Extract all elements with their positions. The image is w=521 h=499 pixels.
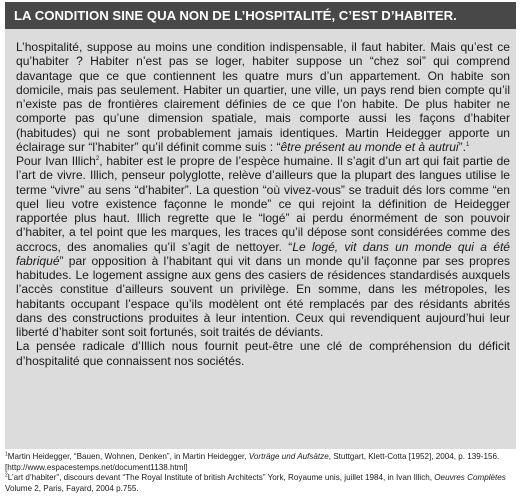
paragraph-2-quote: Le logé, vit dans un monde qui a été fabriqué (16, 239, 510, 268)
box-title: LA CONDITION SINE QUA NON DE L’HOSPITALITÉ, C’EST D’HABITER. (5, 2, 516, 29)
paragraph-1-text: L’hospitalité, suppose au moins une condition indispensable, il faut habiter. Mais qu’est ce qu’habiter ? Habiter n’est pas se loger, habiter suppose un “chez soi” qui comprend davantage que ce que contiennent les quatre murs d’un appartement. On habite son domicile, mais pas seulement. Habiter un quartier, une ville, un pays rend bien compte qu’il n’existe pas de frontières clairement définies de ce que l’on habite. De plus habiter ne comporte pas qu’une dimension spatiale, mais comporte aussi les façons d’habiter (habitudes) qui ne sont probablement jamais identiques. Martin Heidegger apporte un éclairage sur “l’habiter” qu’il définit comme suis : “ (16, 40, 510, 154)
footnote-ref-2: 2 (95, 155, 100, 162)
footnote-1-text-a: Martin Heidegger, “Bauen, Wohnen, Denken”, in Martin Heidegger, (7, 452, 249, 461)
footnote-1-title: Vorträge und Aufsätze (248, 452, 329, 461)
paragraph-2-text-a: Pour Ivan Illich (16, 154, 96, 168)
footnote-1-mark: 1 (5, 451, 8, 458)
footnotes (5, 452, 516, 494)
box-body (16, 40, 510, 368)
footnote-1-text-b: , Stuttgart, Klett-Cotta [1952], 2004, p. 139-156. [http://www.espacestemps.net/document1138.html] (5, 452, 500, 472)
footnote-ref-1: 1 (465, 141, 470, 148)
paragraph-2-text-b: , habiter est le propre de l’espèce humaine. Il s’agit d’un art qui fait partie de l’art de vivre. Illich, penseur polyglotte, relève d’ailleurs que la plupart des langues utilise le terme “vivre” au sens “d’habiter”. La question “où vivez-vous” se traduit dés lors comme “en quel lieu votre existence façonne le monde” ce qui rejoint la définition de Heidegger rapportée plus haut. Illich regrette que le “logé” ai perdu énormément de son pouvoir d’habiter, a tel point que les marques, les traces qu’il dépose sont considérées comme des accrocs, des anomalies qu’il s’agit de nettoyer. “ (16, 154, 510, 254)
footnote-2-title: Oeuvres Complètes (434, 473, 506, 482)
text-box (5, 2, 516, 449)
paragraph-2 (16, 154, 510, 339)
footnote-2-text-a: L’art d’habiter”, discours devant “The Royal Institute of british Architects” York, Royaume unis, juillet 1984, in Ivan Illich, (7, 473, 435, 482)
paragraph-1 (16, 40, 510, 154)
footnote-2-mark: 2 (5, 472, 8, 479)
paragraph-2-text-c: ” par opposition à l’habitant qui vit dans un monde qu’il façonne par ses propres habitudes. Le logement assigne aux gens des casiers de résidences standardisés auxquels l’accès constitue d’ailleurs souvent un privilège. En somme, dans les métropoles, les habitants occupant l’espace qu’ils modèlent ont été remplacés par des résidants abrités dans des constructions produites à leur intention. Ceux qui revendiquent aujourd’hui leur liberté d’habiter sont soit fortunés, soit traités de déviants. (16, 253, 510, 339)
paragraph-1-end: ”. (458, 139, 466, 154)
footnote-2 (5, 473, 516, 494)
footnote-1 (5, 452, 516, 473)
footnote-2-text-b: Volume 2, Paris, Fayard, 2004 p.755. (5, 483, 139, 493)
paragraph-3: La pensée radicale d’Illich nous fournit peut-être une clé de compréhension du déficit d’hospitalité que connaissent nos sociétés. (16, 339, 510, 368)
paragraph-1-quote: être présent au monde et à autrui (280, 139, 459, 154)
